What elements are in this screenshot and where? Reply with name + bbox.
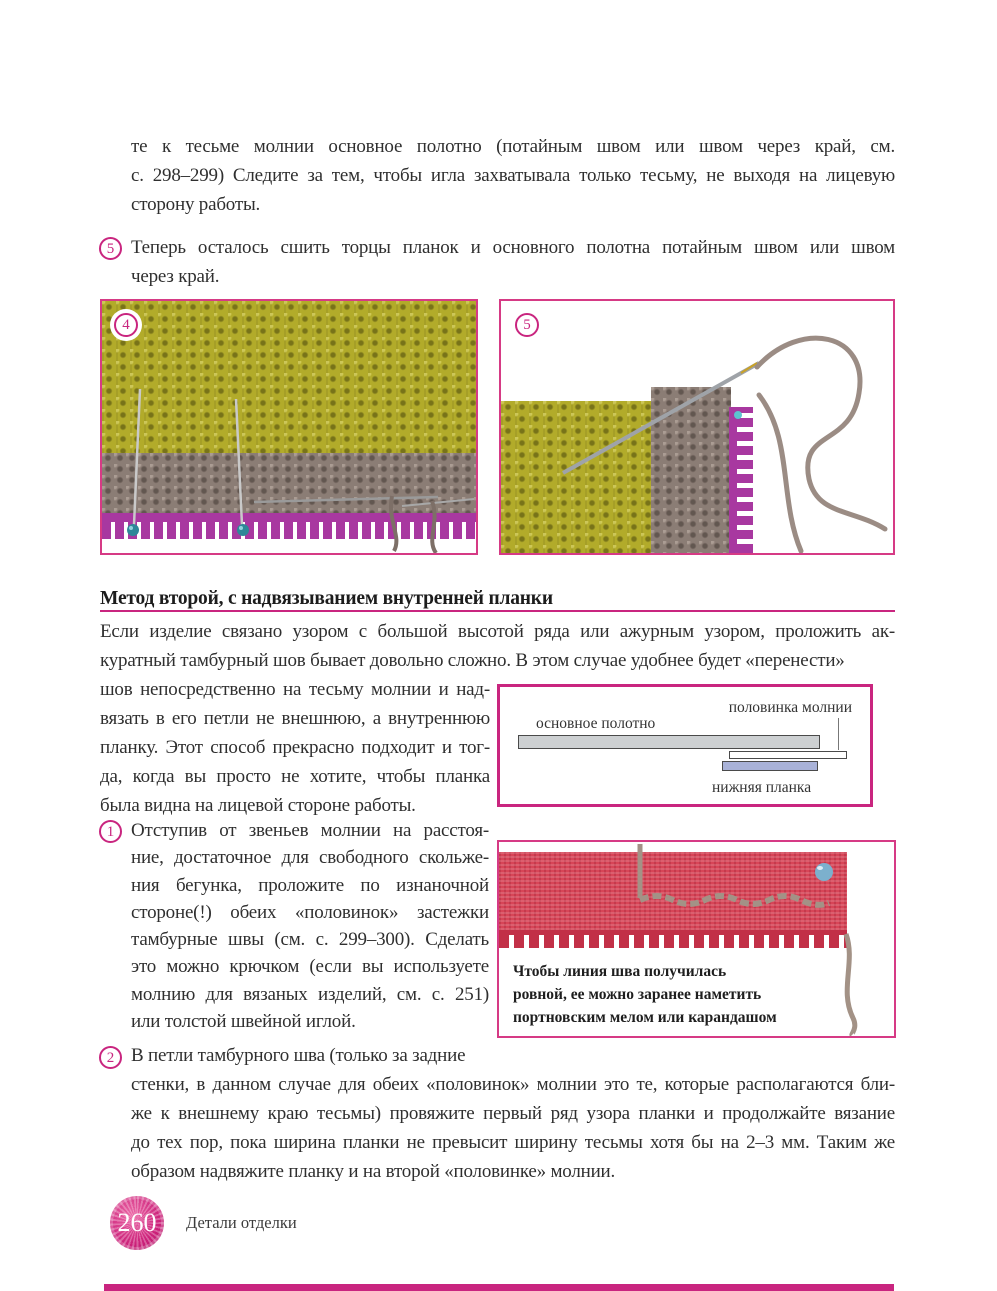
- photo-5-badge: 5: [515, 313, 539, 337]
- bar-zipper-half: [729, 751, 847, 759]
- text-line: же к внешнему краю тесьмы) провяжите первый ряд узора планки и продолжайте вязание: [131, 1103, 895, 1124]
- text-line: тамбурные швы (см. с. 299–300). Сделать: [131, 929, 489, 951]
- text-line: молнию для вязаных изделий, см. с. 251): [131, 983, 489, 1005]
- section-paragraph-narrow: [100, 675, 490, 820]
- pin-icon: [815, 863, 833, 881]
- zipper-chain-photo: [497, 840, 896, 1038]
- text-line: те к тесьме молнии основное полотно (потайным швом или швом через край, см.: [131, 136, 895, 157]
- intro-paragraph: [131, 132, 895, 219]
- yarn-icon: [432, 501, 436, 553]
- yarn-icon: [759, 395, 801, 551]
- text-line: была видна на лицевой стороне работы.: [100, 795, 416, 816]
- label-lower-band: нижняя планка: [712, 779, 812, 796]
- text-line: ния бегунка, проложите по изнаночной: [131, 874, 489, 896]
- bottom-rule: [104, 1284, 894, 1291]
- pin-icon: [127, 524, 139, 536]
- section-heading: Метод второй, с надвязыванием внутренней планки: [100, 588, 553, 609]
- yarn-icon: [640, 896, 829, 905]
- label-zipper-half: половинка молнии: [728, 699, 852, 716]
- text-line: Теперь осталось сшить торцы планок и основного полотна потайным швом или швом: [131, 237, 895, 258]
- page-number-badge: 260: [110, 1196, 164, 1250]
- photo-step5: [499, 299, 895, 555]
- text-line: стенки, в данном случае для обеих «половинок» молнии это те, которые располагаются бли-: [131, 1074, 895, 1095]
- step-5-text: [131, 233, 895, 291]
- step-5-badge: 5: [99, 237, 122, 260]
- text-line: сторону работы.: [131, 194, 261, 215]
- step-2-badge: 2: [99, 1046, 122, 1069]
- text-line: стороне(!) обеих «половинок» застежки: [131, 901, 489, 923]
- text-line: это можно крючком (если вы используете: [131, 956, 489, 978]
- text-line: до тех пор, пока ширина планки не превысит ширину тесьмы хотя бы на 2–3 мм. Таким же: [131, 1132, 895, 1153]
- section-paragraph-full: [100, 617, 895, 675]
- step-2-first-line: В петли тамбурного шва (только за задние: [131, 1045, 466, 1066]
- text-line: вязать в его петли не внешнюю, а внутреннюю: [100, 708, 490, 729]
- pointer-line: [838, 718, 839, 750]
- photo-4-badge: 4: [114, 313, 138, 337]
- text-line: ние, достаточное для свободного скольже-: [131, 847, 489, 869]
- needle-icon: [254, 497, 438, 502]
- text-line: или толстой швейной иглой.: [131, 1011, 356, 1033]
- step-2-text: [131, 1070, 895, 1186]
- text-line: Чтобы линия шва получилась: [513, 963, 727, 980]
- step-1-text: [131, 817, 489, 1035]
- text-line: образом надвяжите планку и на второй «половинке» молнии.: [131, 1161, 616, 1182]
- text-line: с. 298–299) Следите за тем, чтобы игла захватывала только тесьму, не выходя на лицевую: [131, 165, 895, 186]
- step-1-badge: 1: [99, 820, 122, 843]
- text-line: куратный тамбурный шов бывает довольно сложно. В этом случае удобнее будет «перенести»: [100, 650, 845, 671]
- needle-icon: [563, 363, 759, 473]
- text-line: Отступив от звеньев молнии на расстоя-: [131, 820, 489, 841]
- needle-icon: [402, 499, 474, 506]
- text-line: ровной, ее можно заранее наметить: [513, 986, 762, 1003]
- heading-rule: [100, 610, 895, 612]
- pin-icon: [237, 524, 249, 536]
- text-line: через край.: [131, 266, 220, 287]
- footer-section-title: Детали отделки: [186, 1213, 297, 1232]
- text-line: шов непосредственно на тесьму молнии и над-: [100, 679, 490, 700]
- bar-lower-band: [722, 761, 818, 771]
- needle-and-yarn-icon: [501, 301, 893, 553]
- label-main-fabric: основное полотно: [536, 715, 656, 732]
- text-line: планку. Этот способ прекрасно подходит и тог-: [100, 737, 490, 758]
- text-line: портновским мелом или карандашом: [513, 1009, 777, 1026]
- bar-main-fabric: [518, 735, 820, 749]
- pin-icon: [734, 411, 742, 419]
- photo-4-badge-chip: [110, 309, 142, 341]
- photo-step4: [100, 299, 478, 555]
- schematic-box: [497, 684, 873, 807]
- text-line: Если изделие связано узором с большой высотой ряда или ажурным узором, проложить ак-: [100, 621, 895, 642]
- text-line: да, когда вы просто не хотите, чтобы планка: [100, 766, 490, 787]
- yarn-icon: [391, 496, 396, 551]
- photo-caption: [513, 960, 883, 1029]
- pins-and-needles-icon: [102, 301, 476, 553]
